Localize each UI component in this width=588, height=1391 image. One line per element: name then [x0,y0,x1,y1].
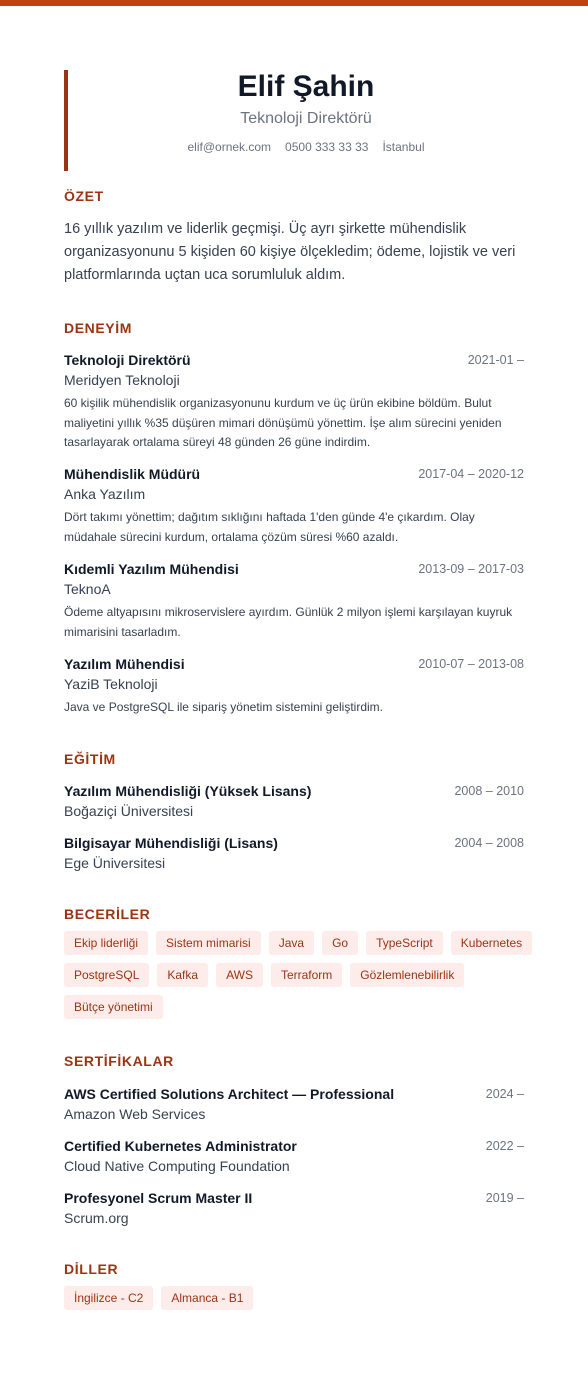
person-role: Teknoloji Direktörü [240,110,372,127]
language-tag: İngilizce - C2 [64,1286,153,1310]
experience-title: Mühendislik Müdürü [64,466,201,482]
experience-date: 2017-04 – 2020-12 [418,467,524,481]
skill-tag: AWS [216,963,263,987]
section-title-certifications: SERTİFİKALAR [64,1053,174,1069]
experience-description: Ödeme altyapısını mikroservislere ayırdım. Günlük 2 milyon işlemi karşılayan kuyruk mimarisini tasarladım. [64,605,513,639]
section-title-skills: BECERİLER [64,906,151,922]
skill-tag: Kubernetes [451,931,532,955]
skill-tag: Sistem mimarisi [156,931,261,955]
certification-item [64,1136,524,1176]
skill-tag: Bütçe yönetimi [64,995,163,1019]
section-title-summary: ÖZET [64,188,104,204]
summary-text: 16 yıllık yazılım ve liderlik geçmişi. Üç ayrı şirkette mühendislik organizasyonunu 5 kişiden 60 kişiye ölçekledim; ödeme, lojistik ve veri platformlarında uçtan uca sorumluluk aldım. [64,221,516,283]
education-degree: Yazılım Mühendisliği (Yüksek Lisans) [64,783,312,799]
contact-phone[interactable]: 0500 333 33 33 [285,140,369,154]
education-item [64,833,524,873]
certification-issuer: Amazon Web Services [64,1106,206,1122]
section-title-education: EĞİTİM [64,751,116,767]
experience-description: Java ve PostgreSQL ile sipariş yönetim sistemini geliştirdim. [64,700,384,714]
experience-date: 2021-01 – [467,353,524,367]
resume-header [64,70,524,171]
contact-city: İstanbul [382,140,425,154]
experience-item [64,654,524,718]
experience-date: 2010-07 – 2013-08 [418,657,524,671]
person-name: Elif Şahin [237,70,375,103]
experience-company: YaziB Teknoloji [64,676,158,692]
experience-item [64,559,524,642]
experience-company: TeknoA [64,581,111,597]
experience-item [64,464,524,547]
certification-name: AWS Certified Solutions Architect — Professional [64,1086,395,1102]
experience-company: Meridyen Teknoloji [64,372,180,388]
skill-tag: Kafka [157,963,208,987]
skill-tag: Ekip liderliği [64,931,148,955]
experience-date: 2013-09 – 2017-03 [418,562,524,576]
certification-issuer: Scrum.org [64,1210,129,1226]
certification-name: Profesyonel Scrum Master II [64,1190,253,1206]
education-date: 2004 – 2008 [454,836,524,850]
experience-description: 60 kişilik mühendislik organizasyonunu kurdum ve üç ürün ekibine böldüm. Bulut maliyetini yıllık %35 düşüren mimari dönüşümü yönettim. İşe alım sürecini yeniden tasarlayarak ortalama süreyi 48 günden 26 güne indirdim. [64,396,502,449]
contact-email[interactable]: elif@ornek.com [187,140,272,154]
skill-tag: PostgreSQL [64,963,149,987]
education-school: Ege Üniversitesi [64,855,166,871]
certification-issuer: Cloud Native Computing Foundation [64,1158,290,1174]
experience-title: Teknoloji Direktörü [64,352,191,368]
skill-tag: Gözlemlenebilirlik [350,963,464,987]
education-school: Boğaziçi Üniversitesi [64,803,194,819]
skill-tag: Go [322,931,358,955]
section-title-languages: DİLLER [64,1261,119,1277]
certification-item [64,1188,524,1228]
experience-company: Anka Yazılım [64,486,146,502]
experience-title: Kıdemli Yazılım Mühendisi [64,561,239,577]
top-accent-bar [0,0,588,6]
contact-line [68,139,544,155]
language-tag: Almanca - B1 [161,1286,253,1310]
skill-tag-list [64,931,534,1019]
certification-date: 2019 – [485,1191,524,1205]
certification-name: Certified Kubernetes Administrator [64,1138,297,1154]
skill-tag: Java [269,931,314,955]
skill-tag: TypeScript [366,931,443,955]
language-tag-list [64,1286,534,1310]
education-date: 2008 – 2010 [454,784,524,798]
experience-title: Yazılım Mühendisi [64,656,185,672]
certification-item [64,1084,524,1124]
experience-description: Dört takımı yönettim; dağıtım sıklığını haftada 1'den günde 4'e çıkardım. Olay müdahale sürecini kurdum, ortalama çözüm süresi %60 azaldı. [64,510,475,544]
section-title-experience: DENEYİM [64,320,132,336]
education-item [64,781,524,821]
certification-date: 2022 – [485,1139,524,1153]
skill-tag: Terraform [271,963,342,987]
experience-item [64,350,524,453]
certification-date: 2024 – [485,1087,524,1101]
education-degree: Bilgisayar Mühendisliği (Lisans) [64,835,278,851]
